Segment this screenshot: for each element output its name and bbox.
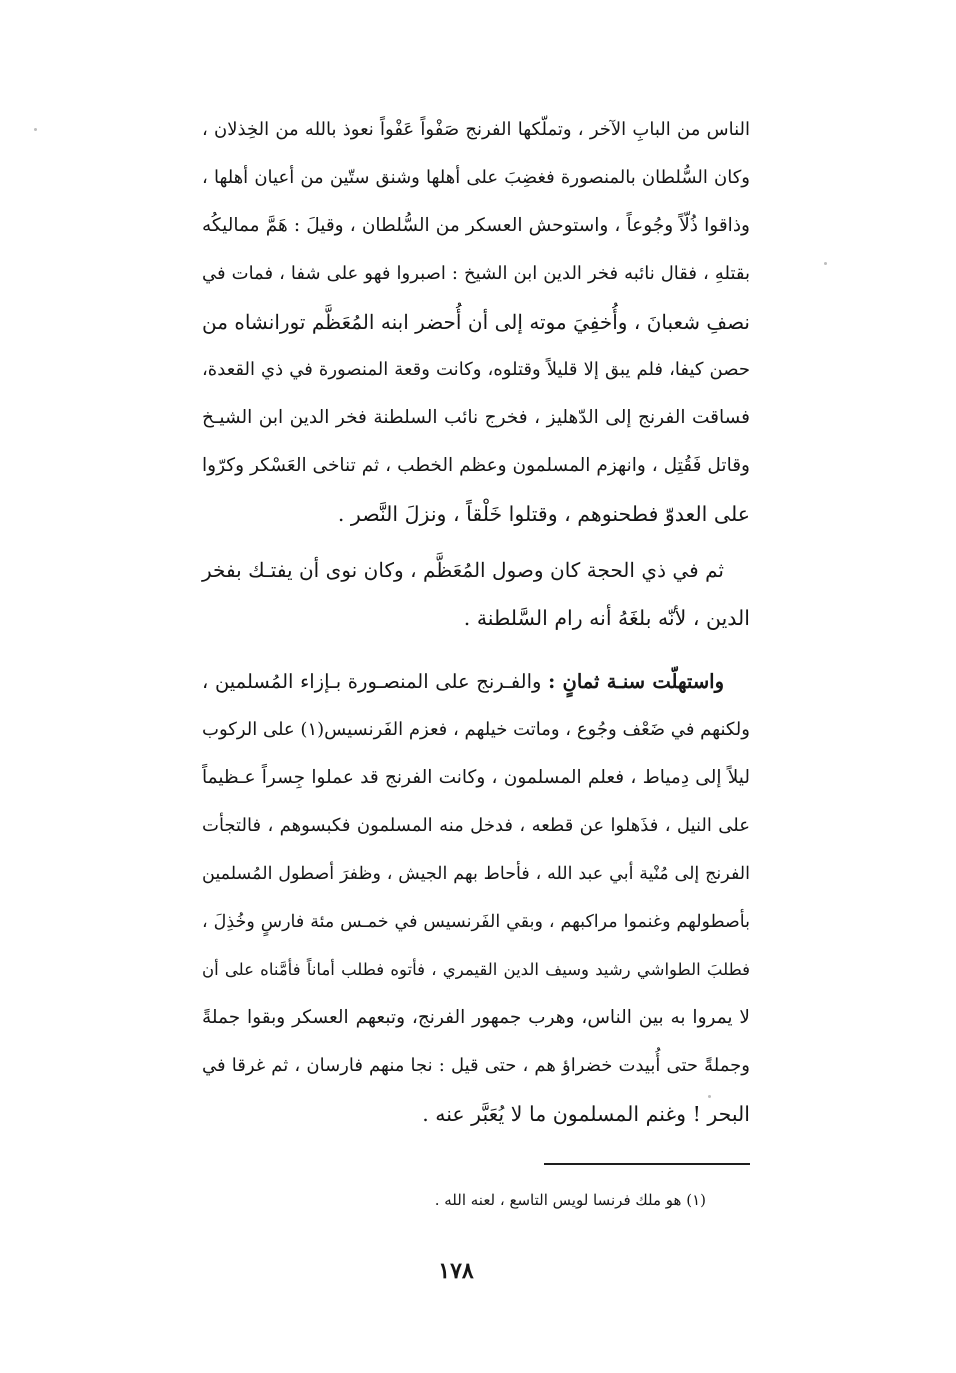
footnote: (١) هو ملك فرنسا لويس التاسع ، لعنه الله . [434,1191,706,1209]
text-line: فساقت الفرنج إلى الدّهليز ، فخرج نائب السلطنة فخر الدين ابن الشيـخ [202,407,750,428]
text-line: البحر ! وغنم المسلمون ما لا يُعَبَّر عنه . [422,1102,750,1126]
text-line: الناس من البابِ الآخر ، وتملّكها الفرنج صَفْواً عَفْواً نعوذ بالله من الخِذلان ، [202,119,750,140]
text-line: على العدوّ فطحنوهم ، وقتلوا خَلْقاً ، ونزلَ النَّصر . [337,502,750,526]
page-number: ١٧٨ [438,1258,474,1284]
paragraph-3 [202,658,750,1138]
paragraph-1 [202,106,750,538]
text-line: وكان السُّلطان بالمنصورة فغضِبَ على أهلها وشنق ستّين من أعيان أهلها ، [202,167,750,188]
scan-speck [34,128,37,131]
text-line: وجملةً حتى أُبيدت خضراؤ هم ، حتى قيل : نجا منهم فارسان ، ثم غرقا في [202,1055,750,1076]
paragraph-lead: واستهلّت سنـة ثمانٍ : [548,670,724,693]
text-line-with-lead [202,658,750,706]
text-line: حصن كيفا، فلم يبق إلا قليلاً وقتلوه، وكانت وقعة المنصورة في ذي القعدة، [202,359,750,380]
text-line: الفرنج إلى مُنْية أبي عبد الله ، فأحاط بهم الجيش ، وظفرَ أصطول المُسلمين [202,864,750,884]
text-line: ولكنهم في ضَعْف وجُوع ، وماتت خيلهم ، فعزم الفَرنسيس(١) على الركوب [202,719,750,740]
scan-speck [824,262,827,265]
text-line: والفـرنج على المنصـورة بـإزاء المُسلمين ، [202,670,549,693]
text-line: ليلاً إلى دِمياط ، فعلم المسلمون ، وكانت الفرنج قد عملوا جِسراً عـظيماً [202,767,750,788]
paragraph-2 [202,546,750,642]
text-line: نصفِ شعبانَ ، وأُخفِيَ موته إلى أن أُحضر ابنه المُعَظَّم تورانشاه من [202,310,750,334]
text-line: بقتلهِ ، فقال نائبه فخر الدين ابن الشيخ : اصبروا فهو على شفا ، فمات في [202,263,750,284]
text-line: فطلبَ الطواشي رشيد وسيف الدين القيمري ، فأتوه فطلب أماناً فأمَّناه على أن [202,960,750,979]
text-line: على النيل ، فذَهلوا عن قطعه ، فدخل منه المسلمون فكبسوهم ، فالتجأت [202,815,750,836]
footnote-divider [544,1163,750,1165]
text-line: ثم في ذي الحجة كان وصول المُعَظَّم ، وكان نوى أن يفتـك بفخر [202,558,724,582]
text-line: الدين ، لأنّه بلغَهُ أنه رام السَّلطنة . [463,606,750,630]
text-line: وقاتل فَقُتِل ، وانهزم المسلمون وعظم الخطب ، ثم تناخى العَسْكر وكرّوا [202,455,750,476]
text-line: بأصطولهم وغنموا مراكبهم ، وبقي الفَرنسيس في خمـس مئة فارسٍ وخُذِلَ ، [202,912,750,932]
text-line: لا يمروا به بين الناس، وهرب جمهور الفرنج، وتبعهم العسكر وبقوا جملةً [202,1007,750,1028]
text-line: وذاقوا ذُلّاً وجُوعاً ، واستوحش العسكر من السُّلطان ، وقيلَ : هَمَّ مماليكُه [202,215,750,236]
